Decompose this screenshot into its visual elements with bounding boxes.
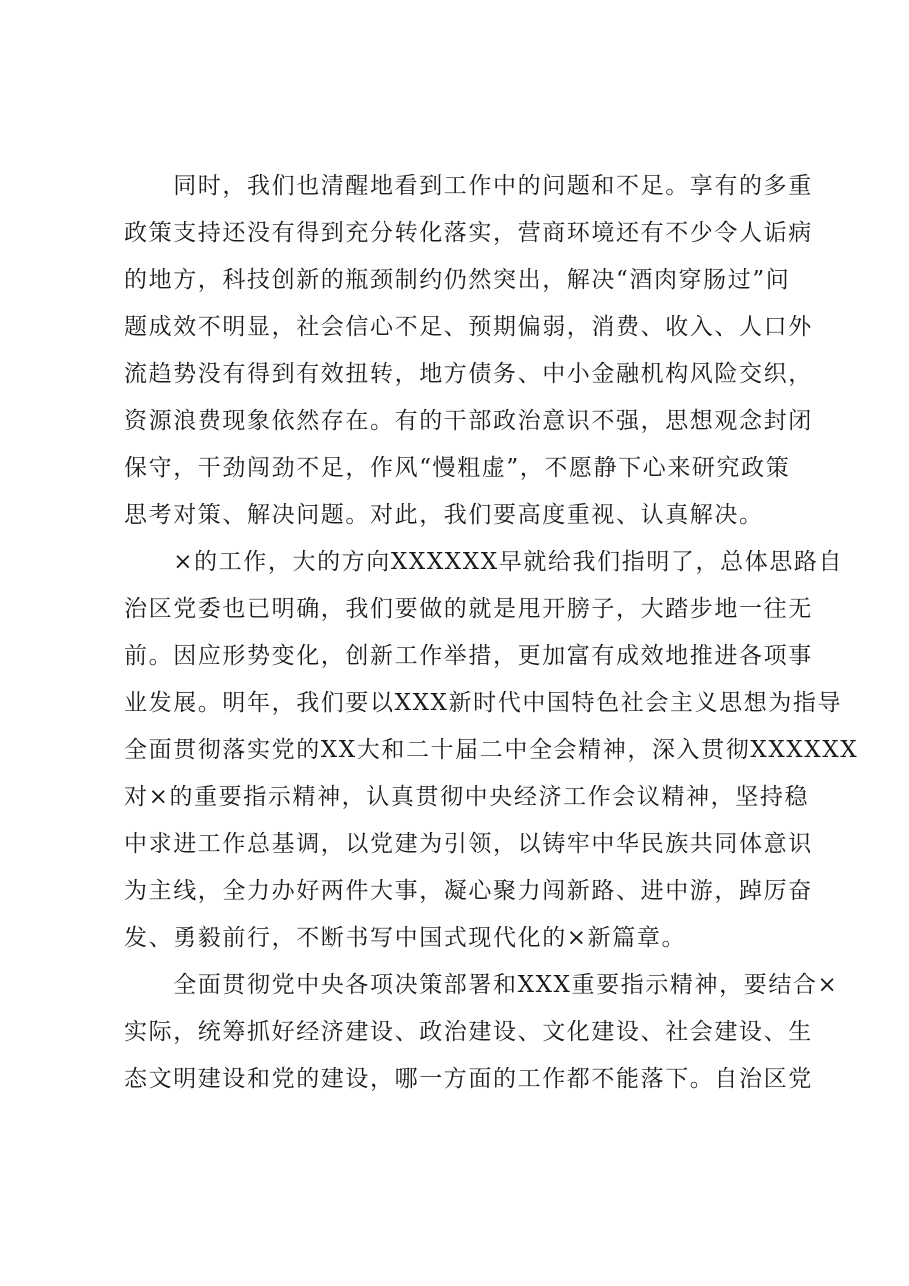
text-line: 保守，干劲闯劲不足，作风“慢粗虚”，不愿静下心来研究政策 (124, 455, 791, 481)
text-line: 前。因应形势变化，创新工作举措，更加富有成效地推进各项事 (124, 643, 813, 669)
document-body (124, 163, 859, 1103)
paragraph-direction (124, 539, 859, 962)
text-line: 同时，我们也清醒地看到工作中的问题和不足。享有的多重 (124, 173, 813, 199)
text-line: 流趋势没有得到有效扭转，地方债务、中小金融机构风险交织， (124, 361, 813, 387)
text-line: 对×的重要指示精神，认真贯彻中央经济工作会议精神，坚持稳 (124, 784, 810, 810)
text-line: 实际，统筹抓好经济建设、政治建设、文化建设、社会建设、生 (124, 1019, 813, 1045)
text-line: ×的工作，大的方向XXXXXX早就给我们指明了，总体思路自 (124, 549, 844, 575)
paragraph-implementation (124, 962, 839, 1103)
text-line: 资源浪费现象依然存在。有的干部政治意识不强，思想观念封闭 (124, 408, 813, 434)
text-line: 发、勇毅前行，不断书写中国式现代化的×新篇章。 (124, 925, 687, 951)
text-line: 题成效不明显，社会信心不足、预期偏弱，消费、收入、人口外 (124, 314, 813, 340)
text-line: 的地方，科技创新的瓶颈制约仍然突出，解决“酒肉穿肠过”问 (124, 267, 791, 293)
text-line: 全面贯彻党中央各项决策部署和XXX重要指示精神，要结合× (124, 972, 839, 998)
paragraph-problems (124, 163, 824, 539)
text-line: 思考对策、解决问题。对此，我们要高度重视、认真解决。 (124, 502, 764, 528)
text-line: 全面贯彻落实党的XX大和二十届二中全会精神，深入贯彻XXXXXX (124, 737, 859, 763)
text-line: 态文明建设和党的建设，哪一方面的工作都不能落下。自治区党 (124, 1066, 813, 1092)
text-line: 中求进工作总基调，以党建为引领，以铸牢中华民族共同体意识 (124, 831, 813, 857)
text-line: 治区党委也已明确，我们要做的就是甩开膀子，大踏步地一往无 (124, 596, 813, 622)
text-line: 为主线，全力办好两件大事，凝心聚力闯新路、进中游，踔厉奋 (124, 878, 813, 904)
text-line: 业发展。明年，我们要以XXX新时代中国特色社会主义思想为指导 (124, 690, 843, 716)
text-line: 政策支持还没有得到充分转化落实，营商环境还有不少令人诟病 (124, 220, 813, 246)
